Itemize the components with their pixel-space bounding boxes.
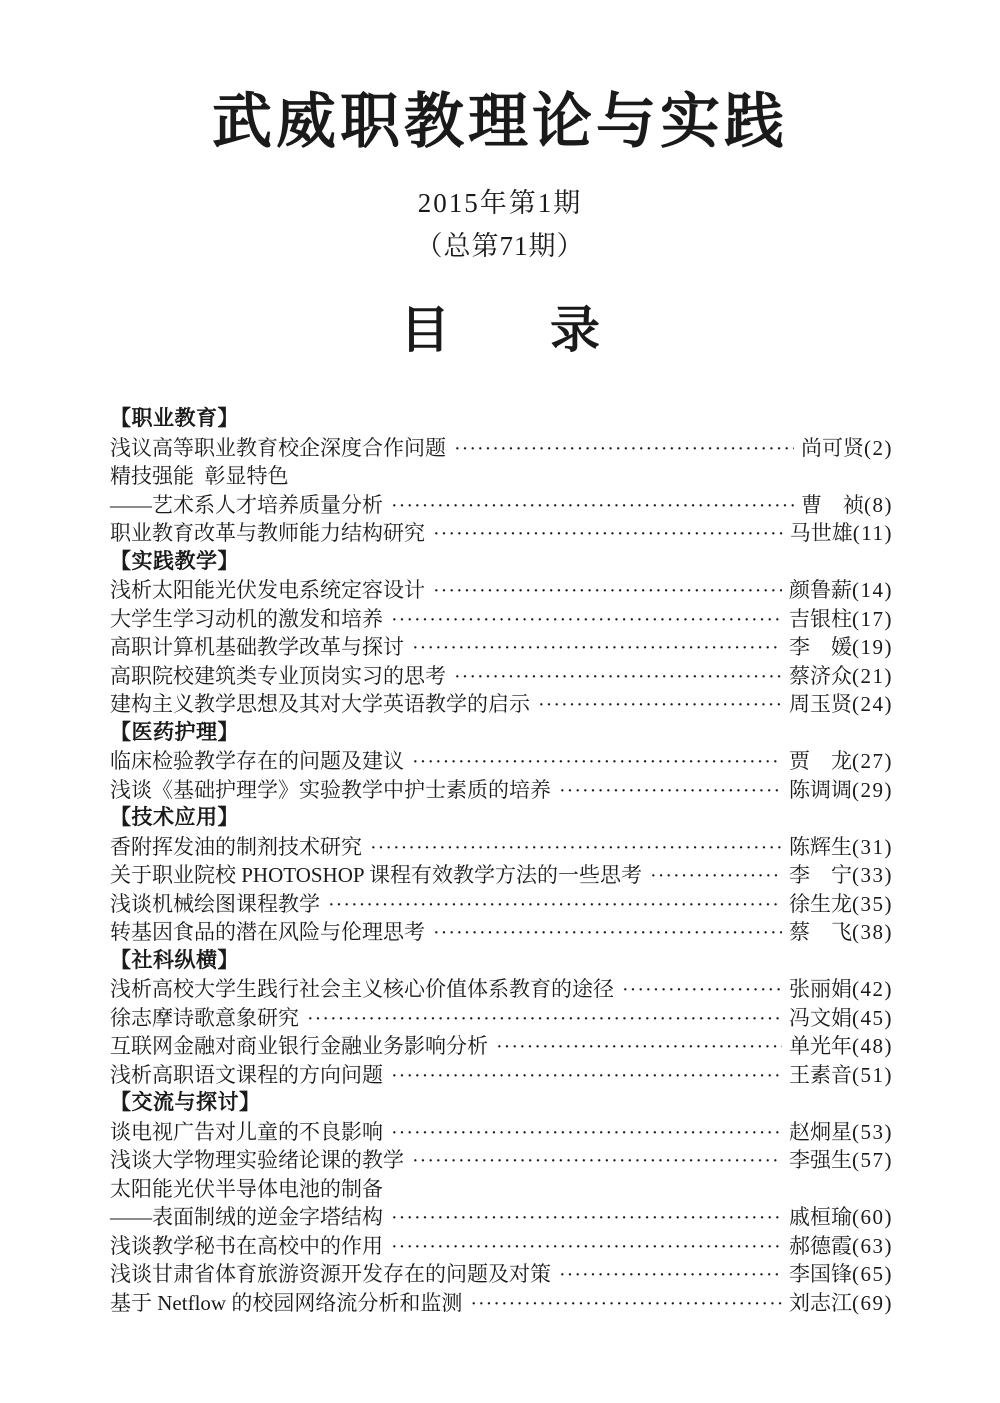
toc-entry (110, 1118, 893, 1147)
entry-author: 蔡 飞 (789, 920, 852, 944)
dot-leader (650, 861, 782, 890)
toc (110, 405, 893, 1317)
entry-author: 李国锋 (789, 1262, 852, 1286)
toc-entry (110, 975, 893, 1004)
toc-entry (110, 1232, 893, 1261)
entry-title: 谈电视广告对儿童的不良影响 (110, 1119, 383, 1144)
toc-section (110, 804, 893, 947)
section-header: 【医药护理】 (110, 720, 239, 744)
issue-line: 2015年第1期 (417, 188, 583, 218)
dot-leader (412, 1146, 782, 1175)
entry-page-number: (53) (852, 1119, 893, 1144)
dot-leader (391, 1118, 782, 1147)
entry-page-number: (60) (852, 1205, 893, 1229)
dot-leader (307, 1004, 782, 1033)
toc-entry-preline (110, 462, 893, 491)
toc-entry (110, 491, 893, 520)
toc-entry (110, 519, 893, 548)
entry-title: 高职院校建筑类专业顶岗实习的思考 (110, 663, 446, 688)
dot-leader (391, 605, 782, 634)
toc-entry (110, 890, 893, 919)
entry-author: 李强生 (789, 1148, 852, 1172)
entry-title-first-line: 太阳能光伏半导体电池的制备 (110, 1176, 383, 1201)
toc-entry (110, 690, 893, 719)
entry-title: 浅谈甘肃省体育旅游资源开发存在的问题及对策 (110, 1262, 551, 1286)
section-header: 【社科纵横】 (110, 948, 239, 972)
entry-author: 李 宁 (789, 863, 852, 887)
toc-entry (110, 1203, 893, 1232)
entry-page-number: (19) (852, 635, 893, 659)
entry-page-number: (69) (852, 1290, 893, 1315)
entry-author: 徐生龙 (789, 891, 852, 916)
dot-leader (470, 1289, 782, 1318)
entry-page-number: (51) (852, 1062, 893, 1087)
masthead (0, 0, 1000, 359)
dot-leader (328, 890, 782, 919)
dot-leader (559, 1260, 782, 1289)
entry-title-first-line: 精技强能 彰显特色 (110, 464, 289, 488)
dot-leader (391, 491, 794, 520)
entry-title: 临床检验教学存在的问题及建议 (110, 749, 404, 773)
journal-title: 武威职教理论与实践 (212, 89, 788, 155)
entry-title: 徐志摩诗歌意象研究 (110, 1005, 299, 1030)
entry-author: 吉银柱 (789, 606, 852, 631)
toc-entry (110, 662, 893, 691)
toc-entry (110, 747, 893, 776)
entry-title: 浅析高职语文课程的方向问题 (110, 1062, 383, 1087)
toc-entry (110, 576, 893, 605)
dot-leader (454, 662, 782, 691)
entry-title: 大学生学习动机的激发和培养 (110, 606, 383, 631)
toc-entry (110, 776, 893, 805)
entry-author: 冯文娟 (789, 1005, 852, 1030)
toc-entry (110, 1004, 893, 1033)
toc-entry (110, 605, 893, 634)
toc-section (110, 719, 893, 805)
section-header: 【实践教学】 (110, 549, 239, 573)
entry-title: ——艺术系人才培养质量分析 (110, 492, 383, 517)
entry-page-number: (65) (852, 1262, 893, 1286)
entry-title: 基于 Netflow 的校园网络流分析和监测 (110, 1290, 463, 1315)
toc-entry (110, 1032, 893, 1061)
entry-page-number: (8) (864, 492, 893, 517)
entry-author: 赵炯星 (789, 1119, 852, 1144)
entry-page-number: (38) (852, 920, 893, 944)
entry-author: 陈调调 (789, 777, 852, 802)
entry-title: 浅议高等职业教育校企深度合作问题 (110, 435, 446, 460)
entry-title: 浅谈教学秘书在高校中的作用 (110, 1233, 383, 1258)
entry-page-number: (31) (852, 834, 893, 859)
entry-title: 转基因食品的潜在风险与伦理思考 (110, 920, 425, 944)
dot-leader (412, 747, 782, 776)
entry-title: 高职计算机基础教学改革与探讨 (110, 635, 404, 659)
entry-author: 蔡济众 (789, 663, 852, 688)
entry-author: 颜鲁薪 (789, 578, 852, 602)
toc-entry-preline (110, 1175, 893, 1204)
entry-page-number: (29) (852, 777, 893, 802)
entry-title: 浅谈《基础护理学》实验教学中护士素质的培养 (110, 777, 551, 802)
entry-page-number: (42) (852, 977, 893, 1001)
entry-page-number: (33) (852, 863, 893, 887)
dot-leader (412, 633, 782, 662)
entry-title: 浅析高校大学生践行社会主义核心价值体系教育的途径 (110, 977, 614, 1001)
dot-leader (538, 690, 782, 719)
entry-title: 浅谈大学物理实验绪论课的教学 (110, 1148, 404, 1172)
entry-title: 关于职业院校 PHOTOSHOP 课程有效教学方法的一些思考 (110, 863, 643, 887)
entry-author: 张丽娟 (789, 977, 852, 1001)
entry-title: 互联网金融对商业银行金融业务影响分析 (110, 1034, 488, 1058)
dot-leader (391, 1203, 782, 1232)
entry-title: ——表面制绒的逆金字塔结构 (110, 1205, 383, 1229)
entry-title: 香附挥发油的制剂技术研究 (110, 834, 362, 859)
toc-entry (110, 633, 893, 662)
entry-page-number: (45) (852, 1005, 893, 1030)
entry-author: 王素音 (789, 1062, 852, 1087)
toc-section (110, 405, 893, 548)
dot-leader (433, 918, 782, 947)
entry-page-number: (27) (852, 749, 893, 773)
entry-title: 浅析太阳能光伏发电系统定容设计 (110, 578, 425, 602)
dot-leader (496, 1032, 782, 1061)
dot-leader (391, 1232, 782, 1261)
entry-title: 浅谈机械绘图课程教学 (110, 891, 320, 916)
entry-author: 刘志江 (789, 1290, 852, 1315)
dot-leader (370, 833, 782, 862)
dot-leader (559, 776, 782, 805)
dot-leader (622, 975, 782, 1004)
entry-page-number: (17) (852, 606, 893, 631)
section-header: 【技术应用】 (110, 806, 239, 829)
toc-section (110, 1089, 893, 1317)
section-header: 【职业教育】 (110, 407, 239, 430)
toc-entry (110, 833, 893, 862)
entry-author: 戚桓瑜 (789, 1205, 852, 1229)
toc-entry (110, 1289, 893, 1318)
entry-author: 贾 龙 (789, 749, 852, 773)
toc-entry (110, 1260, 893, 1289)
entry-page-number: (48) (852, 1034, 893, 1058)
entry-author: 单光年 (789, 1034, 852, 1058)
dot-leader (433, 519, 783, 548)
toc-section (110, 947, 893, 1090)
entry-author: 周玉贤 (789, 692, 852, 716)
toc-entry (110, 1061, 893, 1090)
entry-author: 马世雄 (789, 521, 853, 545)
toc-heading: 目 录 (400, 302, 600, 358)
entry-title: 建构主义教学思想及其对大学英语教学的启示 (110, 692, 530, 716)
entry-author: 尚可贤 (801, 435, 864, 460)
volume-line: （总第71期） (415, 231, 585, 261)
entry-page-number: (11) (852, 521, 893, 545)
entry-author: 曹 祯 (801, 492, 864, 517)
dot-leader (391, 1061, 782, 1090)
section-header: 【交流与探讨】 (110, 1091, 261, 1114)
entry-page-number: (2) (864, 435, 893, 460)
entry-page-number: (63) (852, 1233, 893, 1258)
entry-page-number: (24) (852, 692, 893, 716)
entry-title: 职业教育改革与教师能力结构研究 (110, 521, 425, 545)
entry-author: 李 媛 (789, 635, 852, 659)
entry-page-number: (21) (852, 663, 893, 688)
entry-page-number: (35) (852, 891, 893, 916)
toc-entry (110, 1146, 893, 1175)
entry-author: 陈辉生 (789, 834, 852, 859)
toc-entry (110, 434, 893, 463)
toc-entry (110, 918, 893, 947)
dot-leader (433, 576, 782, 605)
entry-page-number: (57) (852, 1148, 893, 1172)
toc-section (110, 548, 893, 719)
toc-entry (110, 861, 893, 890)
dot-leader (454, 434, 794, 463)
entry-page-number: (14) (852, 578, 893, 602)
entry-author: 郝德霞 (789, 1233, 852, 1258)
